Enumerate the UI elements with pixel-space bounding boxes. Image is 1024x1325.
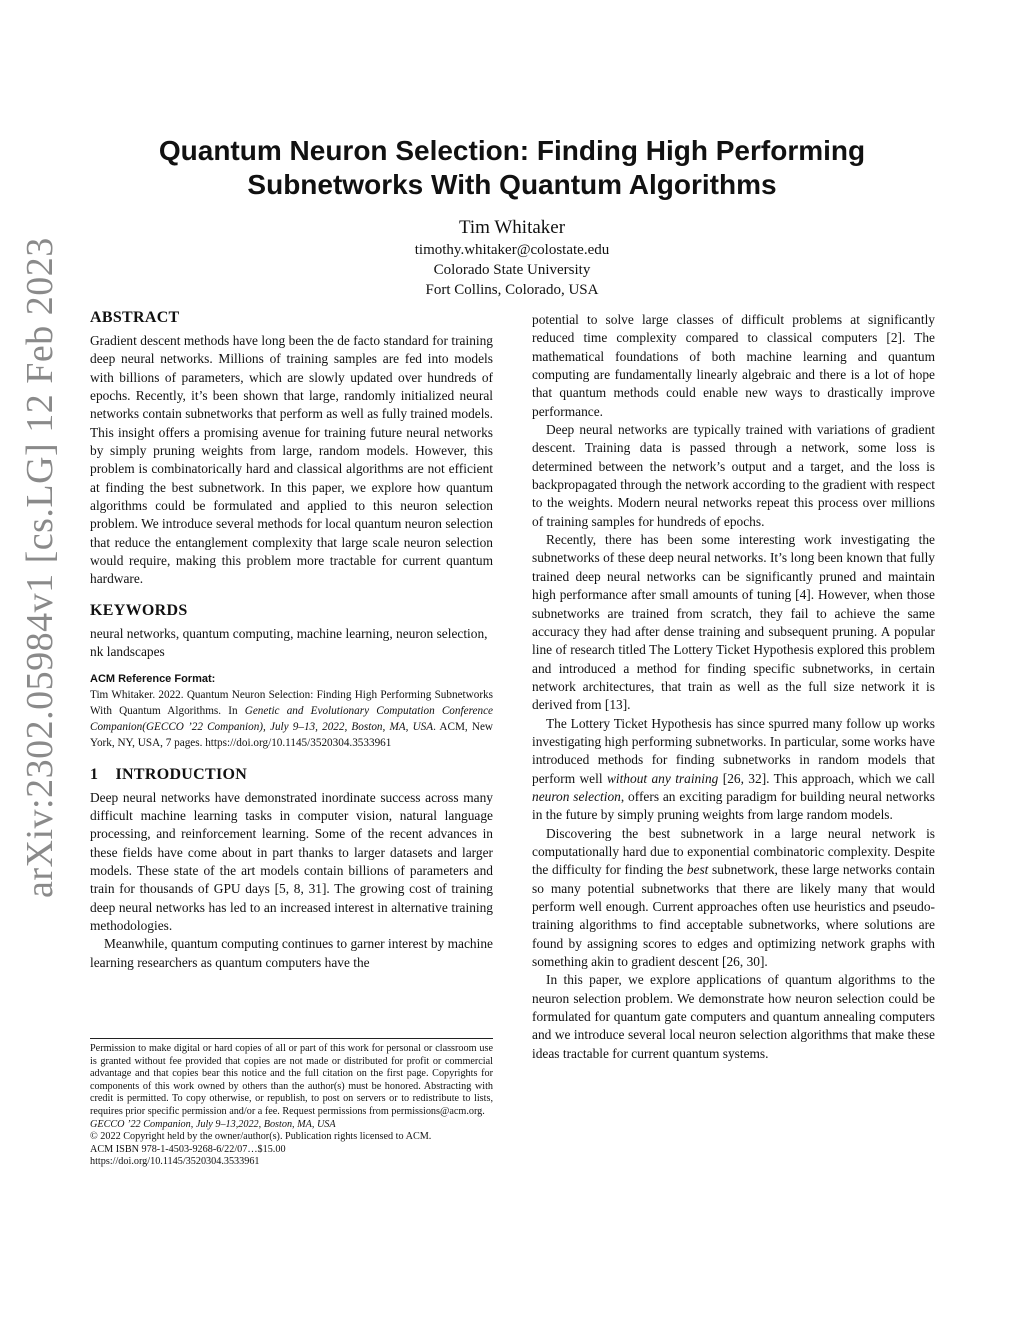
body-paragraph-6: In this paper, we explore applications of quantum algorithms to the neuron selection problem. We demonstrate how neuron selection could be formulated for quantum gate computers and quantum annealing computers and we introduce several local neuron selection algorithms that make these ideas tractable for current quantum systems. xyxy=(532,972,935,1061)
body-paragraph-4 xyxy=(532,715,935,825)
p5-emphasis: best xyxy=(686,862,709,878)
abstract-heading: ABSTRACT xyxy=(90,309,180,326)
author-block xyxy=(262,216,762,300)
intro-paragraph-1: Deep neural networks have demonstrated inordinate success across many difficult machine learning tasks in computer vision, natural language processing, and reinforcement learning. Some of the recent advances in these fields have come about in part thanks to larger datasets and larger models. These state of the art models contain billions of parameters and train for thousands of GPU days [5, 8, 31]. The growing cost of training deep neural networks has led to an increased interest in alternative training methodologies. xyxy=(90,789,493,933)
author-location: Fort Collins, Colorado, USA xyxy=(425,282,599,298)
p5-part-a: Discovering the best subnetwork in a large neural network is computationally hard due to exponential combinatoric complexity. Despite the difficulty for finding the xyxy=(532,825,935,878)
copyright-footnote xyxy=(90,1038,493,1169)
p4-part-b: [26, 32]. This approach, which we call xyxy=(718,770,935,786)
body-paragraph-1: potential to solve large classes of difficult problems at significantly reduced time complexity compared to classical computers [2]. The mathematical foundations of both machine learning and quantum computing are fundamentally linearly algebraic and there is a lot of hope that quantum methods could enable new ways to drastically improve performance. xyxy=(532,312,935,419)
author-name: Tim Whitaker xyxy=(458,217,566,238)
right-column xyxy=(532,311,935,1063)
paper-title xyxy=(110,134,914,202)
keywords-text: neural networks, quantum computing, machine learning, neuron selection, nk landscapes xyxy=(90,625,488,660)
acm-reference-heading: ACM Reference Format: xyxy=(90,672,216,685)
acm-ref-part2: . ACM, New York, NY, USA, 7 pages. https://doi.org/10.1145/3520304.3533961 xyxy=(90,720,494,749)
body-paragraph-3: Recently, there has been some interesting work investigating the subnetworks of these deep neural networks. It’s long been known that fully trained deep neural networks can be significantly pruned and maintain high performance after small amounts of tuning [4]. However, when those subnetworks are trained from scratch, they fail to achieve the same accuracy they had after dense training and subsequent pruning. A popular line of research titled The Lottery Ticket Hypothesis explored this problem and introduced a method for finding specific subnetworks, in certain network architectures, that train as well as the full size network it is derived from [13]. xyxy=(532,532,935,713)
footnote-doi[interactable]: https://doi.org/10.1145/3520304.3533961 xyxy=(90,1156,260,1168)
footnote-copyright: © 2022 Copyright held by the owner/author(s). Publication rights licensed to ACM. xyxy=(90,1131,432,1143)
body-paragraph-5 xyxy=(532,825,935,972)
left-column xyxy=(90,308,493,972)
arxiv-identifier: arXiv:2302.05984v1 [cs.LG] 12 Feb 2023 xyxy=(19,237,61,898)
title-line-1: Quantum Neuron Selection: Finding High Performing xyxy=(158,135,866,166)
author-email[interactable]: timothy.whitaker@colostate.edu xyxy=(414,242,610,258)
footnote-conference-text: GECCO ’22 Companion, July 9–13,2022, Boston, MA, USA xyxy=(90,1118,336,1130)
acm-ref-part1: Tim Whitaker. 2022. Quantum Neuron Selection: Finding High Performing Subnetworks With Quantum Algorithms. In xyxy=(90,688,493,717)
p4-part-a: The Lottery Ticket Hypothesis has since spurred many follow up works investigating high performing subnetworks. In particular, some works have introduced methods for finding subnetworks in random models that perform well xyxy=(532,715,935,786)
p4-emphasis-1: without any training xyxy=(606,770,719,786)
footnote-isbn: ACM ISBN 978-1-4503-9268-6/22/07…$15.00 xyxy=(90,1143,286,1155)
introduction-heading: 1 INTRODUCTION xyxy=(90,765,248,783)
footnote-permission: Permission to make digital or hard copies of all or part of this work for personal or classroom use is granted without fee provided that copies are not made or distributed for profit or commercial advantage and that copies bear this notice and the full citation on the first page. Copyrights for components of this work owned by others than the author(s) must be honored. Abstracting with credit is permitted. To copy otherwise, or republish, to post on servers or to redistribute to lists, requires prior specific permission and/or a fee. Request permissions from permissions@acm.org. xyxy=(90,1043,493,1117)
p4-part-c: , offers an exciting paradigm for building neural networks in the future by simply pruning weights from large random models. xyxy=(532,788,935,823)
keywords-heading: KEYWORDS xyxy=(90,601,188,619)
intro-paragraph-2: Meanwhile, quantum computing continues to garner interest by machine learning researchers as quantum computers have the xyxy=(90,936,493,970)
title-line-2: Subnetworks With Quantum Algorithms xyxy=(247,169,777,200)
abstract-text: Gradient descent methods have long been the de facto standard for training deep neural networks. Millions of training samples are fed into models with billions of parameters, which are slowly updated over hundreds of epochs. Recently, it’s been shown that large, randomly initialized neural networks contain subnetworks that perform as well as fully trained models. This insight offers a promising avenue for training future neural networks by simply pruning weights from large, random models. However, this problem is combinatorically hard and classical algorithms are not efficient at finding the best subnetwork. In this paper, we explore how quantum algorithms could be formulated and applied to this neuron selection problem. We introduce several methods for local quantum neuron selection that reduce the entanglement complexity that large scale neuron selection would require, making this problem more tractable for current quantum hardware. xyxy=(90,333,493,587)
footnote-conference xyxy=(90,1119,493,1132)
acm-ref-venue: Genetic and Evolutionary Computation Conference Companion(GECCO ’22 Companion), July 9–13, 2022, Boston, MA, USA xyxy=(90,704,493,733)
body-paragraph-2: Deep neural networks are typically trained with variations of gradient descent. Training data is passed through a network, some loss is determined between the network’s output and a target, and the loss is backpropagated through the network according to the gradient with respect to the weights. Modern neural networks repeat this process over millions of training samples for hundreds of epochs. xyxy=(532,422,935,529)
acm-reference-text xyxy=(90,687,493,751)
p4-emphasis-2: neuron selection xyxy=(532,788,621,804)
p5-part-b: subnetwork, these large networks contain so many potential subnetworks that there are likely many that would perform well enough. Current approaches often use heuristics and pseudo-training algorithms to find acceptable subnetworks, where solutions are found by assigning scores to edges and optimizing network graphs with something akin to gradient descent [26, 30]. xyxy=(532,862,935,970)
author-institution: Colorado State University xyxy=(433,262,591,278)
